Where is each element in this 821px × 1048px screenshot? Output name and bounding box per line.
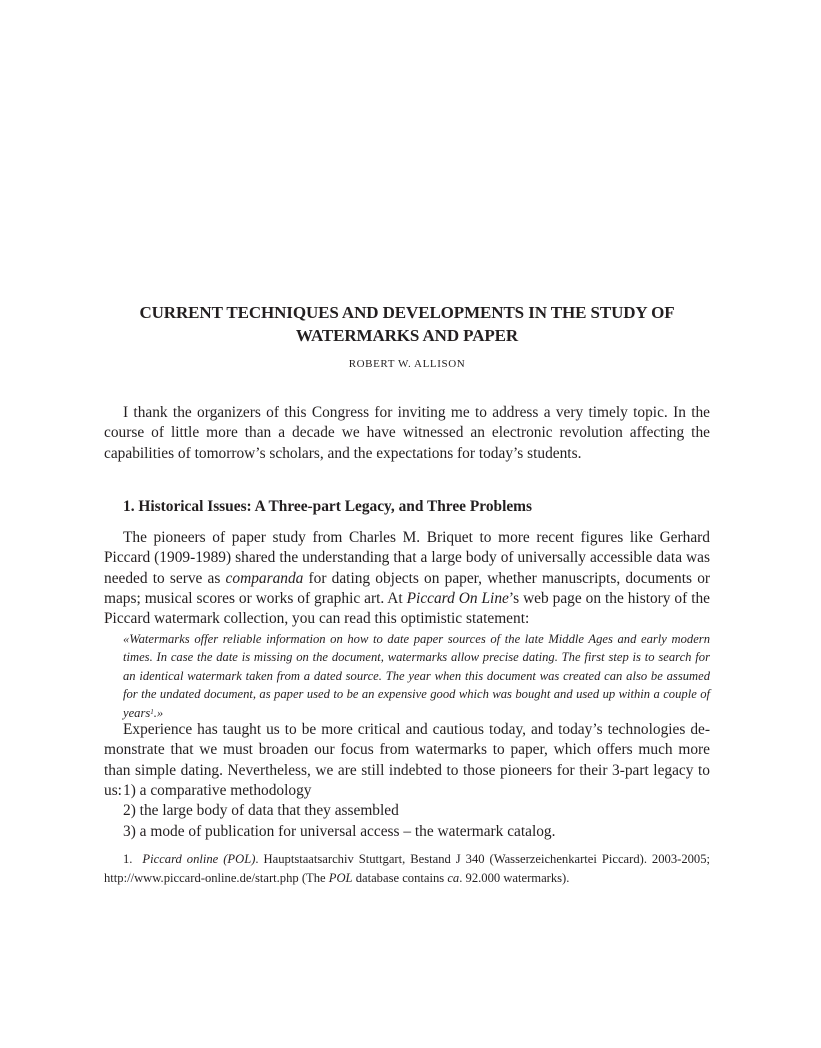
- list-item: 3) a mode of publication for universal access – the watermark catalog.: [123, 822, 556, 840]
- list-item: 2) the large body of data that they assembled: [123, 802, 399, 820]
- intro-paragraph: I thank the organizers of this Congress for inviting me to address a very timely topic. In the course of little more than a decade we have witnessed an electronic revolution affecting the capabilities of tomorrow’s scholars, and the expectations for today’s students.: [104, 404, 710, 462]
- footnote-number: 1.: [123, 852, 133, 866]
- list-item: 1) a comparative methodology: [123, 782, 312, 799]
- title-line-2: WATERMARKS AND PAPER: [295, 326, 519, 345]
- quote-closing: .»: [153, 705, 164, 720]
- paragraph-text: ’s web page on the history of the Piccard watermark collection, you can read this optimistic statement:: [104, 589, 711, 628]
- footnote-emphasis-pol: POL: [328, 870, 353, 885]
- paragraph-text: The pioneers of paper study from Charles M. Briquet to more recent figures like Gerhard Piccard (1909-1989) shared the understanding that a large body of universally accessible data was needed to serve as: [104, 529, 710, 587]
- paragraph-text: for dating objects on paper, whether manuscripts, documents or maps; musical scores or works of graphic art. At: [104, 569, 711, 607]
- emphasis-comparanda: comparanda: [225, 569, 304, 587]
- footnote-text: . Hauptstaatsarchiv Stuttgart, Bestand J 340 (Wasserzeichenkartei Piccard). 2003-2005; http://www.piccard-online.de/start.php (The: [104, 852, 711, 885]
- emphasis-piccard-on-line: Piccard On Line: [406, 589, 509, 607]
- footnote-source-title: Piccard online (POL): [142, 852, 256, 866]
- document-title: [104, 301, 710, 347]
- block-quote: [123, 630, 710, 722]
- author-name: ROBERT W. ALLISON: [348, 358, 466, 370]
- footnote-emphasis-ca: ca: [447, 870, 460, 885]
- section-paragraph-1: [104, 528, 710, 629]
- section-heading: 1. Historical Issues: A Three-part Legacy, and Three Problems: [123, 498, 532, 515]
- footnote: [104, 850, 710, 887]
- footnote-text: database contains: [352, 870, 448, 885]
- footnote-text: . 92.000 watermarks).: [459, 870, 570, 885]
- section-paragraph-2: Experience has taught us to be more critical and cautious today, and today’s technologies demonstrate that we must broaden our focus from watermarks to paper, which offers much more than simple dating. Nevertheless, we are still indebted to those pioneers for their 3-part legacy to us:: [104, 721, 710, 799]
- title-line-1: CURRENT TECHNIQUES AND DEVELOPMENTS IN THE STUDY OF: [139, 303, 675, 322]
- footnote-reference[interactable]: 1: [150, 707, 154, 716]
- legacy-list: [123, 781, 555, 842]
- quote-text: «Watermarks offer reliable information on how to date paper sources of the late Middle Ages and early modern times. In case the date is missing on the document, watermarks allow precise dating. The first step is to search for an identical watermark taken from a dated source. The year when this document was created can also be assumed for the undated document, as paper used to be an expensive good which was bought and used up within a couple of years: [123, 632, 710, 720]
